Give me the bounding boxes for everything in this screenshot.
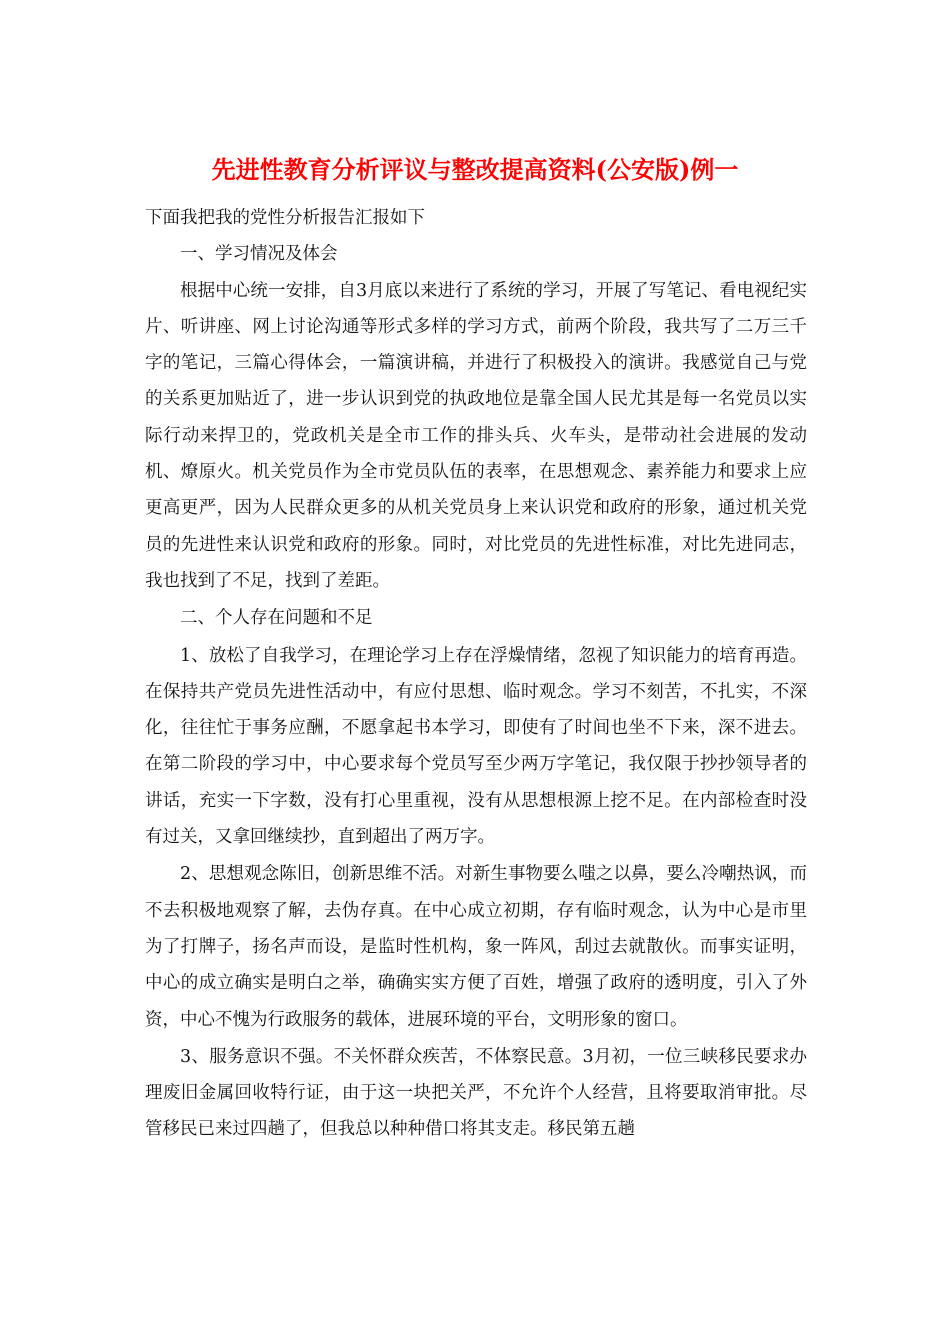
paragraph-problem-3: 3、服务意识不强。不关怀群众疾苦，不体察民意。3月初，一位三峡移民要求办理废旧金属回收特行证，由于这一块把关严，不允许个人经营，且将要取消审批。尽管移民已来过四趟了，但我总以种种借口将其支走。移民第五趟 <box>145 1046 807 1140</box>
paragraph-problem-1: 1、放松了自我学习，在理论学习上存在浮燥情绪，忽视了知识能力的培育再造。在保持共产党员先进性活动中，有应付思想、临时观念。学习不刻苦，不扎实，不深化，往往忙于事务应酬，不愿拿起书本学习，即使有了时间也坐不下来，深不进去。在第二阶段的学习中，中心要求每个党员写至少两万字笔记，我仅限于抄抄领导者的讲话，充实一下字数，没有打心里重视，没有从思想根源上挖不足。在内部检查时没有过关，又拿回继续抄，直到超出了两万字。 <box>145 645 807 848</box>
section-heading-study: 一、学习情况及体会 <box>180 244 338 265</box>
document-title: 先进性教育分析评议与整改提高资料(公安版)例一 <box>211 155 739 184</box>
paragraph-problem-2: 2、思想观念陈旧，创新思维不活。对新生事物要么嗤之以鼻，要么冷嘲热讽，而不去积极地观察了解，去伪存真。在中心成立初期，存有临时观念，认为中心是市里为了打牌子，扬名声而设，是监时性机构，象一阵风，刮过去就散伙。而事实证明，中心的成立确实是明白之举，确确实实方便了百姓，增强了政府的透明度，引入了外资，中心不愧为行政服务的载体，进展环境的平台，文明形象的窗口。 <box>145 864 807 1030</box>
paragraph-study-experience: 根据中心统一安排，自3月底以来进行了系统的学习，开展了写笔记、看电视纪实片、听讲座、网上讨论沟通等形式多样的学习方式，前两个阶段，我共写了二万三千字的笔记，三篇心得体会，一篇演讲稿，并进行了积极投入的演讲。我感觉自己与党的关系更加贴近了，进一步认识到党的执政地位是靠全国人民尤其是每一名党员以实际行动来捍卫的，党政机关是全市工作的排头兵、火车头，是带动社会进展的发动机、燎原火。机关党员作为全市党员队伍的表率，在思想观念、素养能力和要求上应更高更严，因为人民群众更多的从机关党员身上来认识党和政府的形象，通过机关党员的先进性来认识党和政府的形象。同时，对比党员的先进性标准，对比先进同志，我也找到了不足，找到了差距。 <box>145 280 807 591</box>
intro-paragraph: 下面我把我的党性分析报告汇报如下 <box>145 208 425 228</box>
section-heading-problems: 二、个人存在问题和不足 <box>180 608 373 629</box>
document-body <box>145 200 807 1148</box>
